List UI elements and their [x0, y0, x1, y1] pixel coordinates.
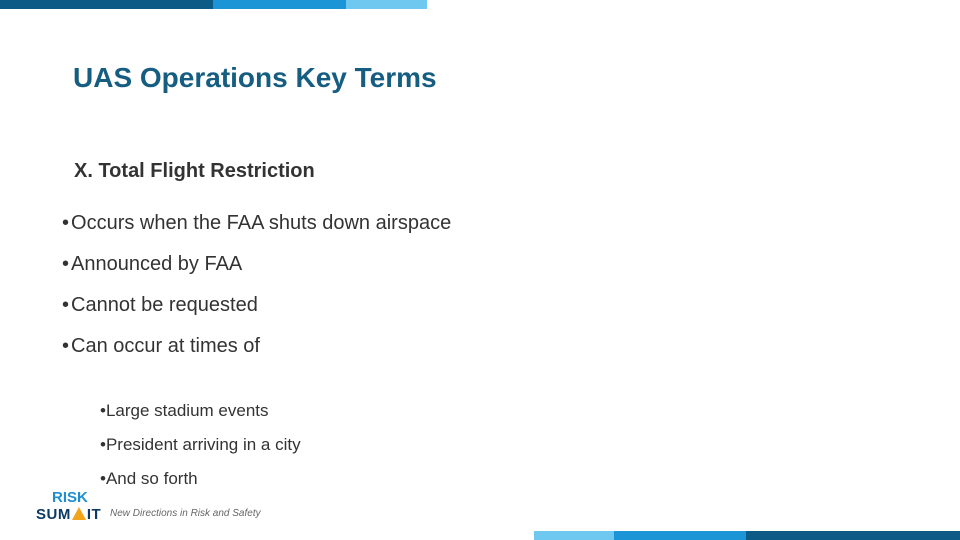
logo-summit-start: SUM	[36, 506, 71, 523]
footer-tagline: New Directions in Risk and Safety	[110, 508, 261, 519]
sub-bullet-item	[100, 467, 301, 491]
bottom-accent-bar	[534, 531, 960, 540]
sub-bullet-dot: •	[100, 401, 106, 420]
sub-bullet-item	[100, 399, 301, 423]
logo-line-risk: RISK	[52, 489, 88, 506]
sub-bullet-list	[100, 399, 301, 501]
top-bar-segment-light	[346, 0, 427, 9]
logo-line-summit	[36, 506, 101, 523]
bottom-bar-segment-light	[534, 531, 614, 540]
bullet-item	[62, 333, 462, 360]
bullet-text: Cannot be requested	[71, 294, 258, 316]
top-bar-segment-mid	[213, 0, 346, 9]
bullet-dot: •	[62, 212, 70, 234]
bullet-list	[62, 210, 462, 374]
sub-bullet-dot: •	[100, 469, 106, 488]
bullet-item	[62, 292, 462, 319]
bullet-dot: •	[62, 294, 70, 316]
bottom-bar-segment-mid	[614, 531, 746, 540]
bullet-dot: •	[62, 335, 70, 357]
bullet-text: Announced by FAA	[71, 253, 243, 275]
sub-bullet-item	[100, 433, 301, 457]
logo-summit-end: IT	[86, 506, 102, 523]
bullet-text: Can occur at times of	[71, 335, 260, 357]
bottom-bar-segment-dark	[746, 531, 960, 540]
risk-summit-logo	[36, 489, 101, 523]
sub-bullet-dot: •	[100, 435, 106, 454]
bullet-text: Occurs when the FAA shuts down airspace	[71, 212, 452, 234]
bullet-dot: •	[62, 253, 70, 275]
sub-bullet-text: Large stadium events	[105, 401, 269, 420]
slide-title: UAS Operations Key Terms	[73, 62, 437, 93]
bullet-item	[62, 210, 462, 237]
top-bar-segment-dark	[0, 0, 213, 9]
mountain-icon	[72, 507, 86, 520]
top-accent-bar	[0, 0, 427, 9]
sub-bullet-text: President arriving in a city	[105, 435, 301, 454]
bullet-item	[62, 251, 462, 278]
sub-bullet-text: And so forth	[105, 469, 198, 488]
slide-subtitle: X. Total Flight Restriction	[74, 160, 315, 182]
